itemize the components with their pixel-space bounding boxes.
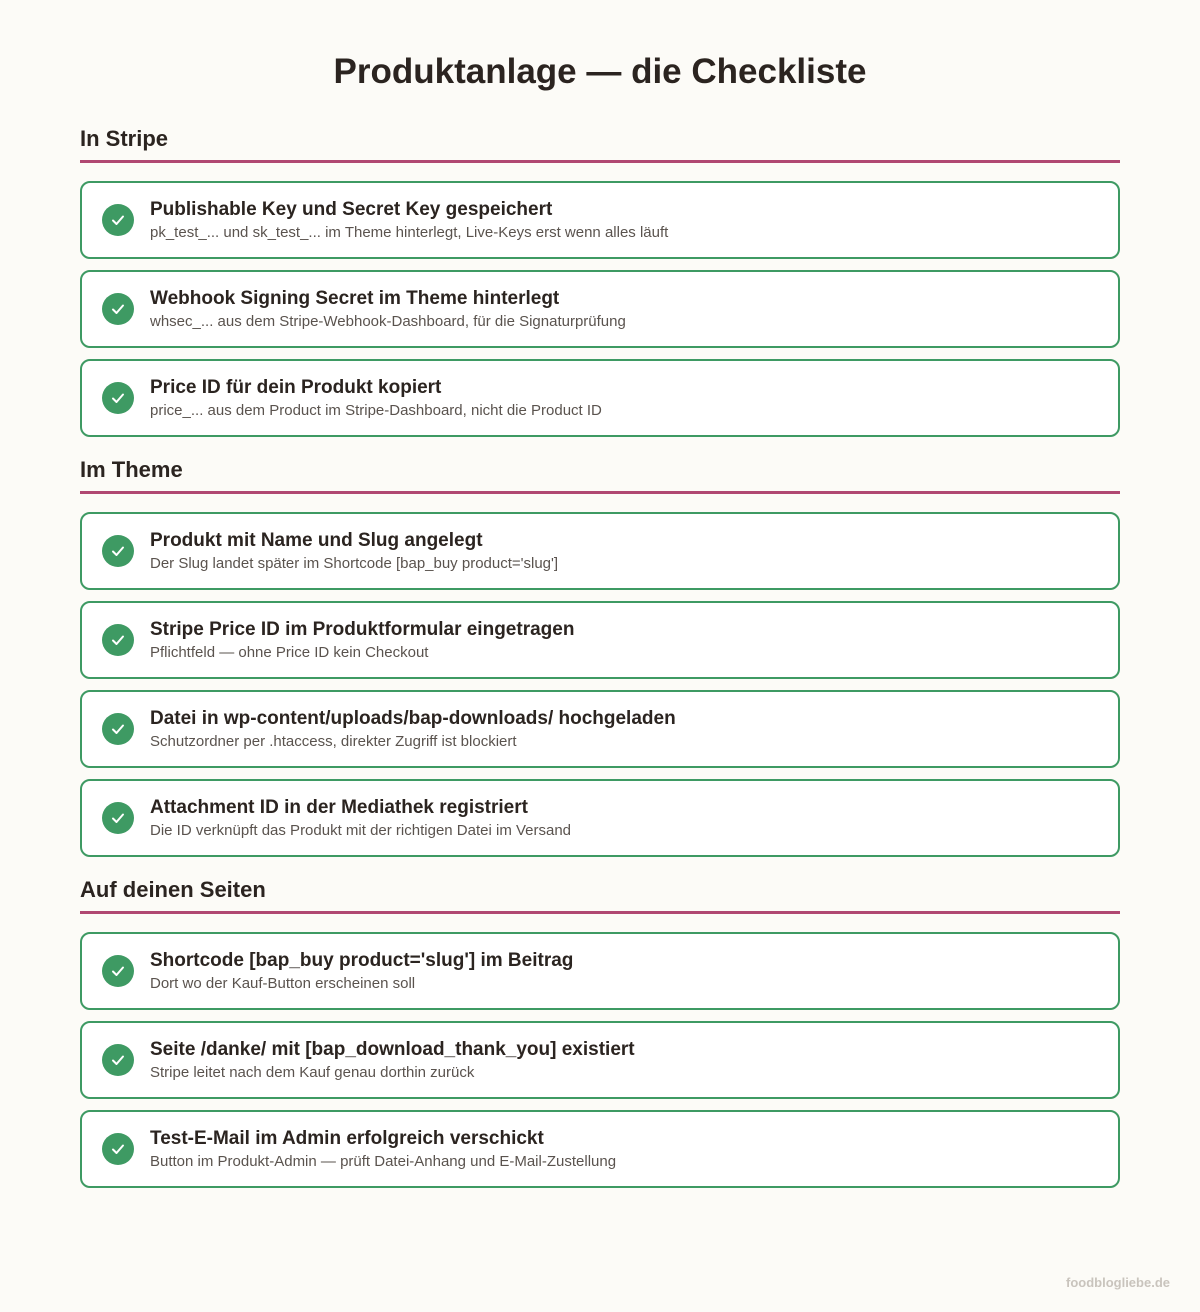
check-circle-icon (102, 955, 134, 987)
checklist-item (80, 1021, 1120, 1099)
item-description: Die ID verknüpft das Produkt mit der richtigen Datei im Versand (150, 821, 572, 839)
check-circle-icon (102, 1044, 134, 1076)
checklist-item (80, 601, 1120, 679)
item-title: Produkt mit Name und Slug angelegt (150, 529, 483, 551)
item-text (150, 796, 571, 841)
item-title: Attachment ID in der Mediathek registriert (150, 796, 528, 818)
item-title: Shortcode [bap_buy product='slug'] im Beitrag (150, 949, 574, 971)
check-circle-icon (102, 204, 134, 236)
item-text (150, 529, 558, 574)
site-watermark: foodblogliebe.de (1066, 1275, 1170, 1290)
item-text (150, 1038, 635, 1083)
item-description: Schutzordner per .htaccess, direkter Zugriff ist blockiert (150, 732, 517, 750)
checklist-item (80, 779, 1120, 857)
section-items (80, 163, 1120, 437)
item-title: Seite /danke/ mit [bap_download_thank_you] existiert (150, 1038, 635, 1060)
page-title: Produktanlage — die Checkliste (333, 52, 867, 91)
item-description: Der Slug landet später im Shortcode [bap_buy product='slug'] (150, 554, 559, 572)
item-text (150, 376, 602, 421)
checklist-item (80, 690, 1120, 768)
section-items (80, 914, 1120, 1188)
section-im-theme (80, 455, 1120, 857)
check-circle-icon (102, 713, 134, 745)
item-text (150, 1127, 616, 1172)
check-circle-icon (102, 535, 134, 567)
section-in-stripe (80, 124, 1120, 437)
item-text (150, 198, 668, 243)
check-circle-icon (102, 293, 134, 325)
item-title: Webhook Signing Secret im Theme hinterlegt (150, 287, 560, 309)
item-title: Price ID für dein Produkt kopiert (150, 376, 442, 398)
check-circle-icon (102, 382, 134, 414)
item-description: pk_test_... und sk_test_... im Theme hinterlegt, Live-Keys erst wenn alles läuft (150, 223, 669, 241)
item-text (150, 707, 676, 752)
checklist-item (80, 932, 1120, 1010)
item-description: whsec_... aus dem Stripe-Webhook-Dashboard, für die Signaturprüfung (150, 312, 626, 330)
checklist-item (80, 270, 1120, 348)
checklist-item (80, 359, 1120, 437)
item-description: Pflichtfeld — ohne Price ID kein Checkout (150, 643, 429, 661)
item-text (150, 949, 573, 994)
item-text (150, 287, 626, 332)
section-heading: Auf deinen Seiten (80, 875, 1120, 914)
item-title: Stripe Price ID im Produktformular eingetragen (150, 618, 575, 640)
checklist (80, 124, 1120, 1206)
section-heading: Im Theme (80, 455, 1120, 494)
section-items (80, 494, 1120, 857)
item-description: price_... aus dem Product im Stripe-Dashboard, nicht die Product ID (150, 401, 602, 419)
section-heading: In Stripe (80, 124, 1120, 163)
item-title: Publishable Key und Secret Key gespeichert (150, 198, 553, 220)
section-auf-deinen-seiten (80, 875, 1120, 1188)
checklist-item (80, 181, 1120, 259)
check-circle-icon (102, 802, 134, 834)
item-description: Button im Produkt-Admin — prüft Datei-Anhang und E-Mail-Zustellung (150, 1152, 617, 1170)
check-circle-icon (102, 1133, 134, 1165)
item-title: Test-E-Mail im Admin erfolgreich verschickt (150, 1127, 544, 1149)
checklist-item (80, 1110, 1120, 1188)
check-circle-icon (102, 624, 134, 656)
item-text (150, 618, 574, 663)
item-title: Datei in wp-content/uploads/bap-downloads/ hochgeladen (150, 707, 676, 729)
item-description: Dort wo der Kauf-Button erscheinen soll (150, 974, 416, 992)
checklist-item (80, 512, 1120, 590)
item-description: Stripe leitet nach dem Kauf genau dorthin zurück (150, 1063, 475, 1081)
